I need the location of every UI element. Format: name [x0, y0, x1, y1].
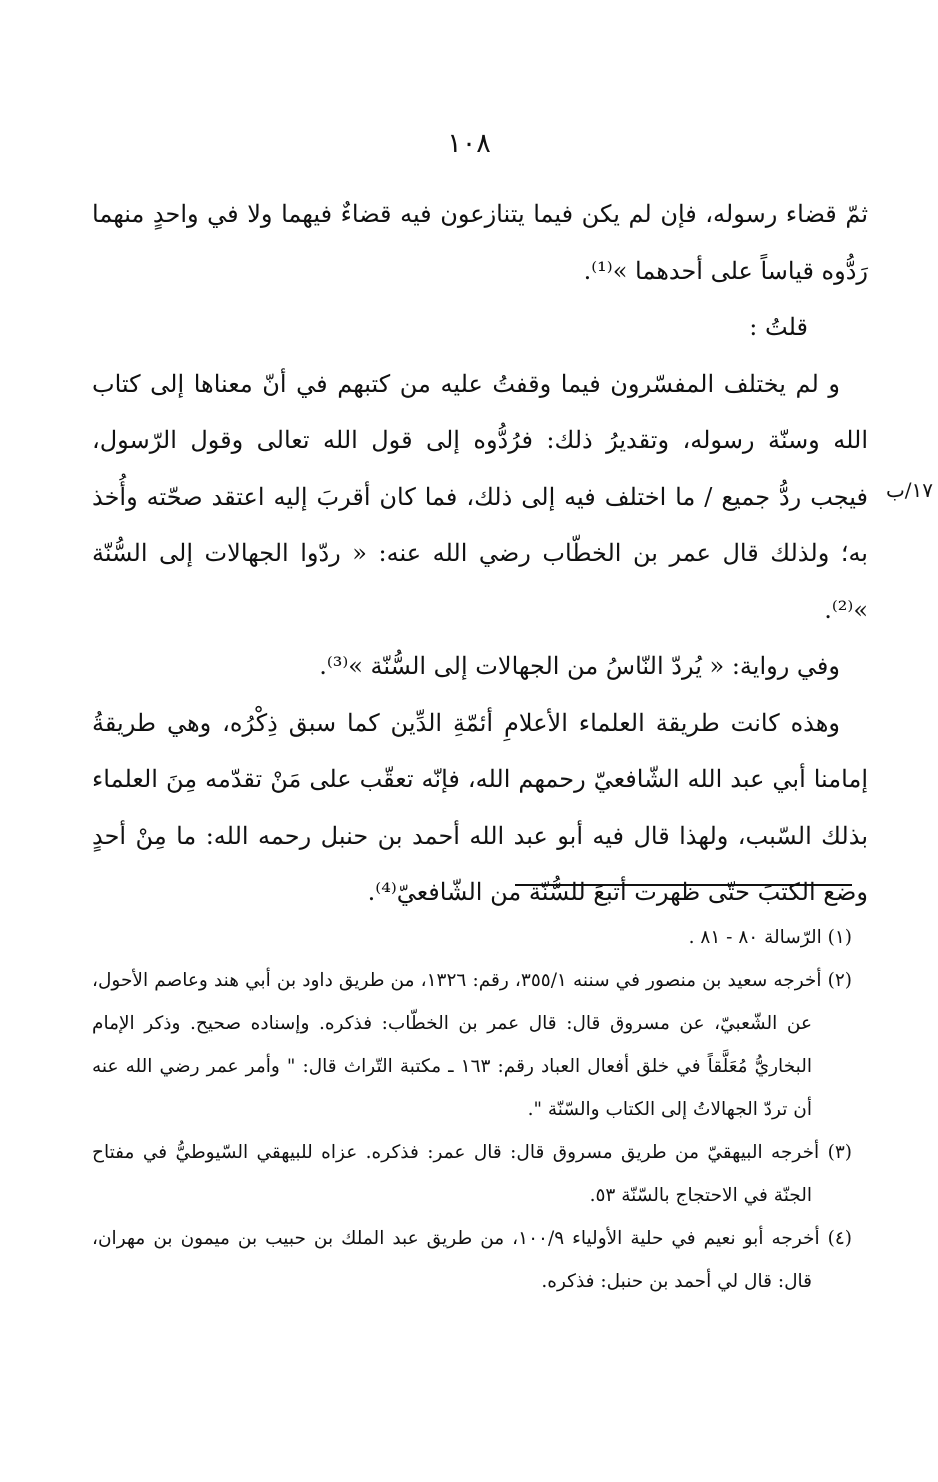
paragraph-riwaya: وفي رواية: « يُردّ النّاسُ من الجهالات إلى السُّنّة »⁽³⁾. [319, 652, 840, 680]
footnote-divider [515, 884, 852, 886]
paragraph-quote-ending: ثمّ قضاء رسوله، فإن لم يكن فيما يتنازعون فيه قضاءٌ فيهما ولا في واحدٍ منهما رَدُّوه قياساً على أحدهما »⁽¹⁾. [92, 200, 868, 285]
paragraph-tariqa: وهذه كانت طريقة العلماء الأعلامِ أئمّةِ الدِّين كما سبق ذِكْرُه، وهي طريقةُ إمامنا أبي عبد الله الشّافعيّ رحمهم الله، فإنّه تعقّب على مَنْ تقدّمه مِنَ العلماء بذلك السّبب، ولهذا قال فيه أبو عبد الله أحمد بن حنبل رحمه الله: ما مِنْ أحدٍ وضع الكتبَ حتّى ظهرت أتبعَ للسُّنّة من الشّافعيّ⁽⁴⁾. [92, 708, 868, 906]
page-number: ١٠٨ [447, 128, 491, 159]
manuscript-folio-note: ١٧/ب [885, 478, 933, 502]
footnote-4: (٤) أخرجه أبو نعيم في حلية الأولياء ١٠٠/٩، من طريق عبد الملك بن حبيب بن ميمون بن مهران، قال: قال لي أحمد بن حنبل: فذكره. [92, 1228, 852, 1292]
main-text [92, 186, 868, 921]
footnote-1: (١) الرّسالة ٨٠ - ٨١ . [688, 927, 852, 948]
footnotes [92, 916, 852, 1303]
footnote-3: (٣) أخرجه البيهقيّ من طريق مسروق قال: قال عمر: فذكره. عزاه للبيهقي السّيوطيُّ في مفتاح الجنّة في الاحتجاج بالسّنّة ٥٣. [92, 1142, 852, 1206]
footnote-2: (٢) أخرجه سعيد بن منصور في سننه ٣٥٥/١، رقم: ١٣٢٦، من طريق داود بن أبي هند وعاصم الأحول، عن الشّعبيّ، عن مسروق قال: قال عمر بن الخطّاب: فذكره. وإسناده صحيح. وذكر الإمام البخاريُّ مُعَلَّقاً في خلق أفعال العباد رقم: ١٦٣ ـ مكتبة التّراث قال: " وأمر عمر رضي الله عنه أن تردّ الجهالاتُ إلى الكتاب والسّنّة ". [92, 970, 852, 1120]
paragraph-qultu: قلتُ : [749, 313, 808, 341]
paragraph-mufassirun: و لم يختلف المفسّرون فيما وقفتُ عليه من كتبهم في أنّ معناها إلى كتاب الله وسنّة رسوله، وتقديرُ ذلك: فرُدُّوه إلى قول الله تعالى وقول الرّسول، فيجب ردُّ جميع / ما اختلف فيه إلى ذلك، فما كان أقربَ إليه اعتقد صحّته وأُخذ به؛ ولذلك قال عمر بن الخطّاب رضي الله عنه: « ردّوا الجهالات إلى السُّنّة »⁽²⁾. [92, 369, 868, 624]
